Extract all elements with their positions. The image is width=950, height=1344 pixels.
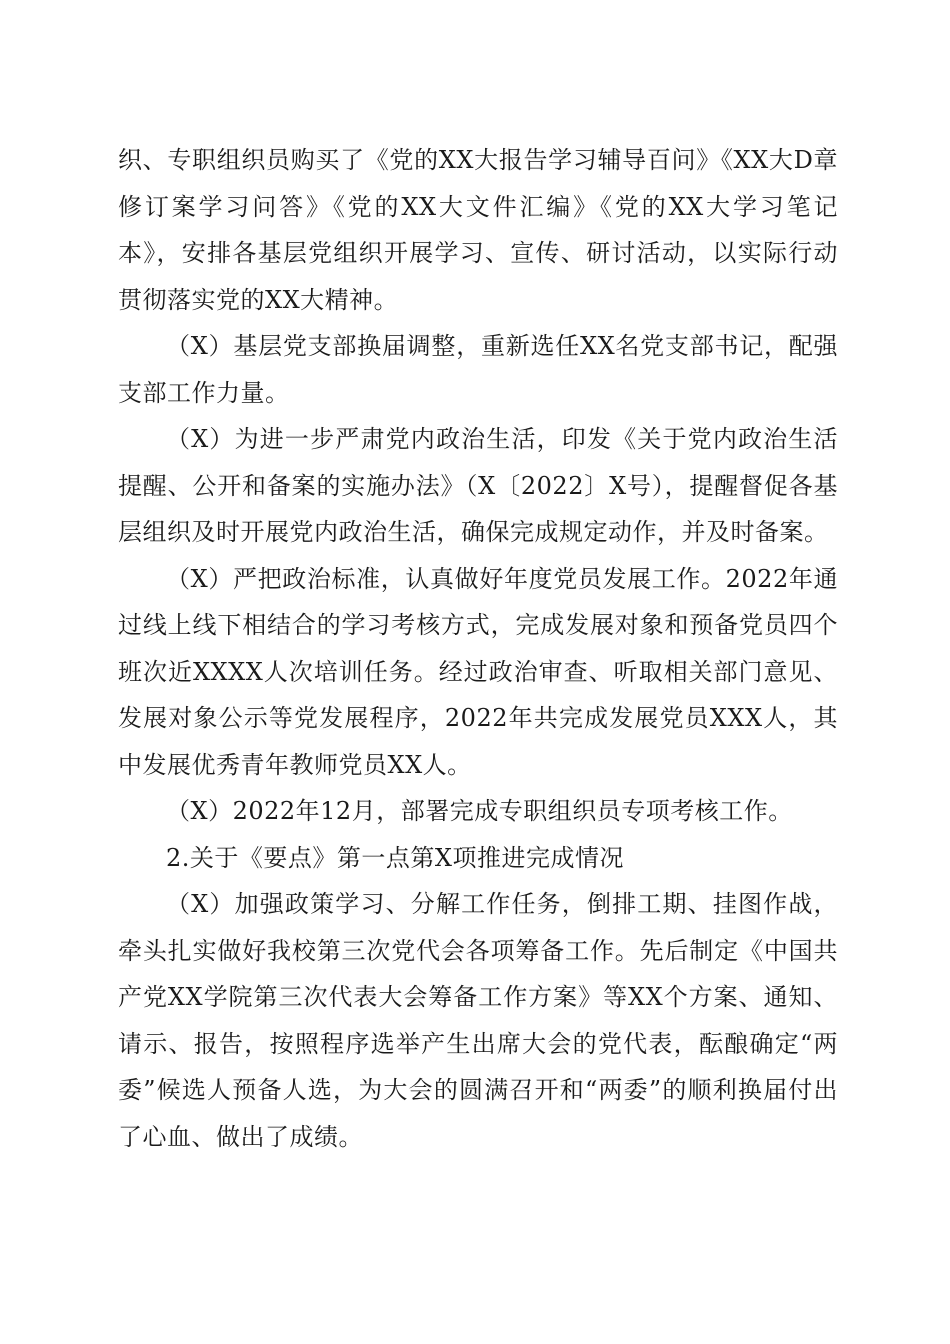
paragraph-political-life: （X）为进一步严肃党内政治生活，印发《关于党内政治生活提醒、公开和备案的实施办法》（X〔2022〕X号），提醒督促各基层组织及时开展党内政治生活，确保完成规定动作，并及时备案。 [118, 425, 838, 546]
paragraph-organizer-assessment: （X）2022年12月，部署完成专职组织员专项考核工作。 [166, 797, 793, 825]
paragraph-study-materials: 织、专职组织员购买了《党的XX大报告学习辅导百问》《XX大D章修订案学习问答》《党的XX大文件汇编》《党的XX大学习笔记本》，安排各基层党组织开展学习、宣传、研讨活动，以实际行动贯彻落实党的XX大精神。 [118, 146, 838, 314]
document-body [118, 137, 838, 1160]
section-heading: 2.关于《要点》第一点第X项推进完成情况 [166, 843, 624, 872]
paragraph-member-development: （X）严把政治标准，认真做好年度党员发展工作。2022年通过线上线下相结合的学习考核方式，完成发展对象和预备党员四个班次近XXXX人次培训任务。经过政治审查、听取相关部门意见、发展对象公示等党发展程序，2022年共完成发展党员XXX人，其中发展优秀青年教师党员XX人。 [118, 564, 838, 779]
paragraph-congress-preparation: （X）加强政策学习、分解工作任务，倒排工期、挂图作战，牵头扎实做好我校第三次党代会各项筹备工作。先后制定《中国共产党XX学院第三次代表大会筹备工作方案》等XX个方案、通知、请示、报告，按照程序选举产生出席大会的党代表，酝酿确定“两委”候选人预备人选，为大会的圆满召开和“两委”的顺利换届付出了心血、做出了成绩。 [118, 890, 838, 1151]
paragraph-branch-election: （X）基层党支部换届调整，重新选任XX名党支部书记，配强支部工作力量。 [118, 332, 838, 407]
